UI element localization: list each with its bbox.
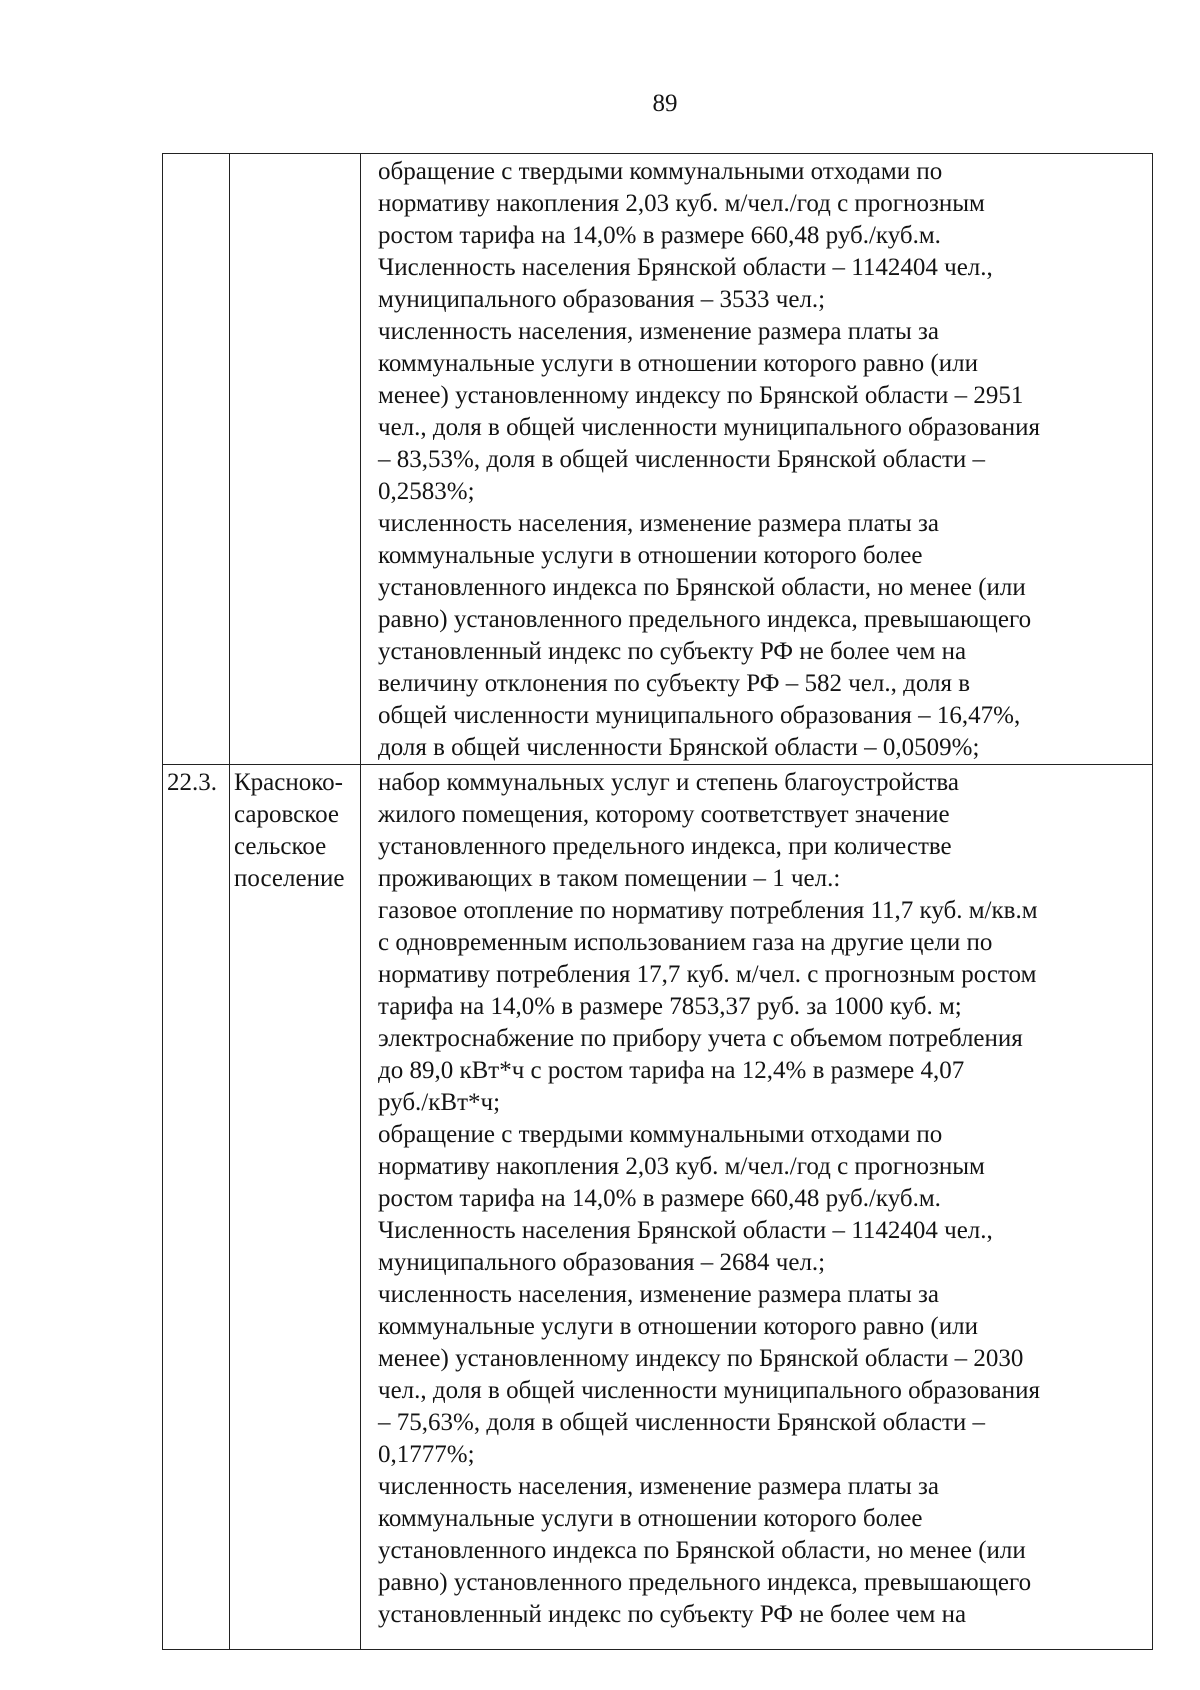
table-body (163, 154, 1153, 1650)
description-line: установленного предельного индекса, при количестве (378, 833, 952, 860)
description-line: менее) установленному индексу по Брянской области – 2951 (378, 382, 1024, 409)
settlement-name-cell (230, 154, 361, 765)
description-line: – 75,63%, доля в общей численности Брянской области – (378, 1409, 985, 1436)
description-line: газовое отопление по нормативу потребления 11,7 куб. м/кв.м (378, 897, 1038, 924)
settlement-name-line: Красноко- (234, 769, 343, 796)
description-line: чел., доля в общей численности муниципального образования (378, 1377, 1040, 1404)
description-line: Численность населения Брянской области – 1142404 чел., (378, 1217, 993, 1244)
description-line: установленный индекс по субъекту РФ не более чем на (378, 1601, 967, 1628)
description-line: набор коммунальных услуг и степень благоустройства (378, 769, 959, 796)
description-line: численность населения, изменение размера платы за (378, 510, 939, 537)
description-line: чел., доля в общей численности муниципального образования (378, 414, 1040, 441)
description-line: Численность населения Брянской области – 1142404 чел., (378, 254, 993, 281)
description-line: численность населения, изменение размера платы за (378, 1281, 939, 1308)
description-line: численность населения, изменение размера платы за (378, 1473, 939, 1500)
document-table (162, 153, 1153, 1650)
settlement-name-line: сельское (234, 833, 327, 860)
description-line: нормативу потребления 17,7 куб. м/чел. с прогнозным ростом (378, 961, 1037, 988)
table-row (163, 765, 1153, 1650)
description-line: 0,1777%; (378, 1441, 475, 1468)
description-cell (361, 154, 1153, 765)
description-line: коммунальные услуги в отношении которого более (378, 542, 923, 569)
description-line: ростом тарифа на 14,0% в размере 660,48 руб./куб.м. (378, 1185, 941, 1212)
settlement-name-line: поселение (234, 865, 345, 892)
row-number-cell (163, 765, 230, 1650)
description-line: установленного индекса по Брянской области, но менее (или (378, 574, 1026, 601)
description-line: обращение с твердыми коммунальными отходами по (378, 1121, 943, 1148)
row-number: 22.3. (167, 769, 217, 796)
table-row (163, 154, 1153, 765)
description-line: электроснабжение по прибору учета с объемом потребления (378, 1025, 1023, 1052)
description-line: коммунальные услуги в отношении которого равно (или (378, 1313, 978, 1340)
description-line: коммунальные услуги в отношении которого более (378, 1505, 923, 1532)
description-line: коммунальные услуги в отношении которого равно (или (378, 350, 978, 377)
description-line: численность населения, изменение размера платы за (378, 318, 939, 345)
description-line: общей численности муниципального образования – 16,47%, (378, 702, 1021, 729)
description-line: 0,2583%; (378, 478, 475, 505)
description-line: ростом тарифа на 14,0% в размере 660,48 руб./куб.м. (378, 222, 941, 249)
description-cell (361, 765, 1153, 1650)
description-line: установленного индекса по Брянской области, но менее (или (378, 1537, 1026, 1564)
description-line: до 89,0 кВт*ч с ростом тарифа на 12,4% в размере 4,07 (378, 1057, 965, 1084)
row-number-cell (163, 154, 230, 765)
description-line: нормативу накопления 2,03 куб. м/чел./год с прогнозным (378, 190, 985, 217)
description-line: величину отклонения по субъекту РФ – 582 чел., доля в (378, 670, 971, 697)
description-line: обращение с твердыми коммунальными отходами по (378, 158, 943, 185)
description-line: – 83,53%, доля в общей численности Брянской области – (378, 446, 985, 473)
description-line: муниципального образования – 3533 чел.; (378, 286, 826, 313)
description-line: руб./кВт*ч; (378, 1089, 501, 1116)
description-line: жилого помещения, которому соответствует значение (378, 801, 950, 828)
description-line: нормативу накопления 2,03 куб. м/чел./год с прогнозным (378, 1153, 985, 1180)
page-number: 89 (652, 90, 678, 117)
description-line: равно) установленного предельного индекса, превышающего (378, 1569, 1032, 1596)
description-line: муниципального образования – 2684 чел.; (378, 1249, 826, 1276)
description-line: тарифа на 14,0% в размере 7853,37 руб. за 1000 куб. м; (378, 993, 962, 1020)
settlement-name-cell (230, 765, 361, 1650)
description-line: менее) установленному индексу по Брянской области – 2030 (378, 1345, 1024, 1372)
description-line: доля в общей численности Брянской области – 0,0509%; (378, 734, 980, 761)
description-line: равно) установленного предельного индекса, превышающего (378, 606, 1032, 633)
settlement-name-line: саровское (234, 801, 340, 828)
description-line: проживающих в таком помещении – 1 чел.: (378, 865, 841, 892)
description-line: установленный индекс по субъекту РФ не более чем на (378, 638, 967, 665)
description-line: с одновременным использованием газа на другие цели по (378, 929, 993, 956)
